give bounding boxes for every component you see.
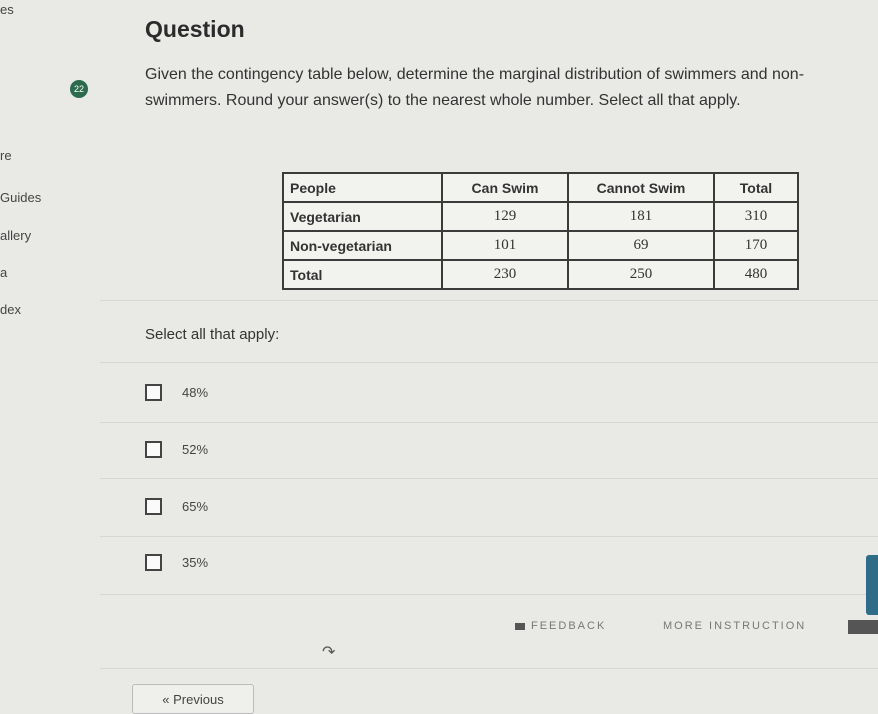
table-row: [283, 202, 798, 231]
table-cell: 69: [568, 231, 714, 260]
table-row: [283, 231, 798, 260]
checkbox[interactable]: [145, 554, 162, 571]
divider: [100, 536, 878, 537]
previous-button[interactable]: « Previous: [132, 684, 254, 714]
option-48[interactable]: [145, 380, 208, 404]
left-sidebar: [0, 0, 60, 709]
feedback-label: FEEDBACK: [531, 620, 607, 632]
table-cell: 181: [568, 202, 714, 231]
table-cell: 230: [442, 260, 568, 289]
sidebar-item[interactable]: re: [0, 148, 12, 163]
table-cell: 250: [568, 260, 714, 289]
checkbox[interactable]: [145, 384, 162, 401]
table-cell: 310: [714, 202, 798, 231]
select-prompt: Select all that apply:: [145, 326, 280, 343]
table-cell: 480: [714, 260, 798, 289]
table-cell: 170: [714, 231, 798, 260]
table-row: [283, 260, 798, 289]
checkbox[interactable]: [145, 498, 162, 515]
question-text: Given the contingency table below, determine the marginal distribution of swimmers and non-swimmers. Round your answer(s) to the nearest whole number. Select all that apply.: [145, 66, 805, 109]
option-label: 48%: [182, 384, 209, 400]
divider: [100, 478, 878, 479]
table-header: People: [283, 173, 442, 202]
table-header: Can Swim: [442, 173, 568, 202]
table-cell: 129: [442, 202, 568, 231]
table-cell: Vegetarian: [283, 202, 442, 231]
option-label: 65%: [182, 498, 209, 514]
checkbox[interactable]: [145, 441, 162, 458]
feedback-button[interactable]: [515, 620, 606, 632]
option-35[interactable]: [145, 550, 208, 574]
page-title: Question: [145, 16, 245, 42]
side-panel-tab[interactable]: [866, 555, 878, 615]
contingency-table: [282, 172, 799, 290]
divider: [100, 668, 878, 669]
table-cell: Total: [283, 260, 442, 289]
sidebar-item-gallery[interactable]: allery: [0, 228, 32, 243]
option-52[interactable]: [145, 437, 208, 461]
sidebar-item-guides[interactable]: Guides: [0, 190, 42, 205]
sidebar-item-index[interactable]: dex: [0, 302, 21, 317]
feedback-icon: [515, 623, 525, 630]
sidebar-item[interactable]: a: [0, 265, 8, 280]
table-header: Total: [714, 173, 798, 202]
divider: [100, 362, 878, 363]
option-label: 52%: [182, 441, 209, 457]
mouse-cursor-icon: ↷: [322, 644, 336, 661]
sidebar-item[interactable]: es: [0, 2, 14, 17]
option-label: 35%: [182, 554, 209, 570]
table-cell: Non-vegetarian: [283, 231, 442, 260]
table-cell: 101: [442, 231, 568, 260]
submit-button[interactable]: [848, 620, 878, 634]
more-instruction-button[interactable]: MORE INSTRUCTION: [663, 620, 807, 632]
divider: [100, 300, 878, 301]
table-header: Cannot Swim: [568, 173, 714, 202]
option-65[interactable]: [145, 494, 208, 518]
divider: [100, 422, 878, 423]
divider: [100, 594, 878, 595]
table-header-row: [283, 173, 798, 202]
question-number-badge: 22: [70, 80, 88, 98]
